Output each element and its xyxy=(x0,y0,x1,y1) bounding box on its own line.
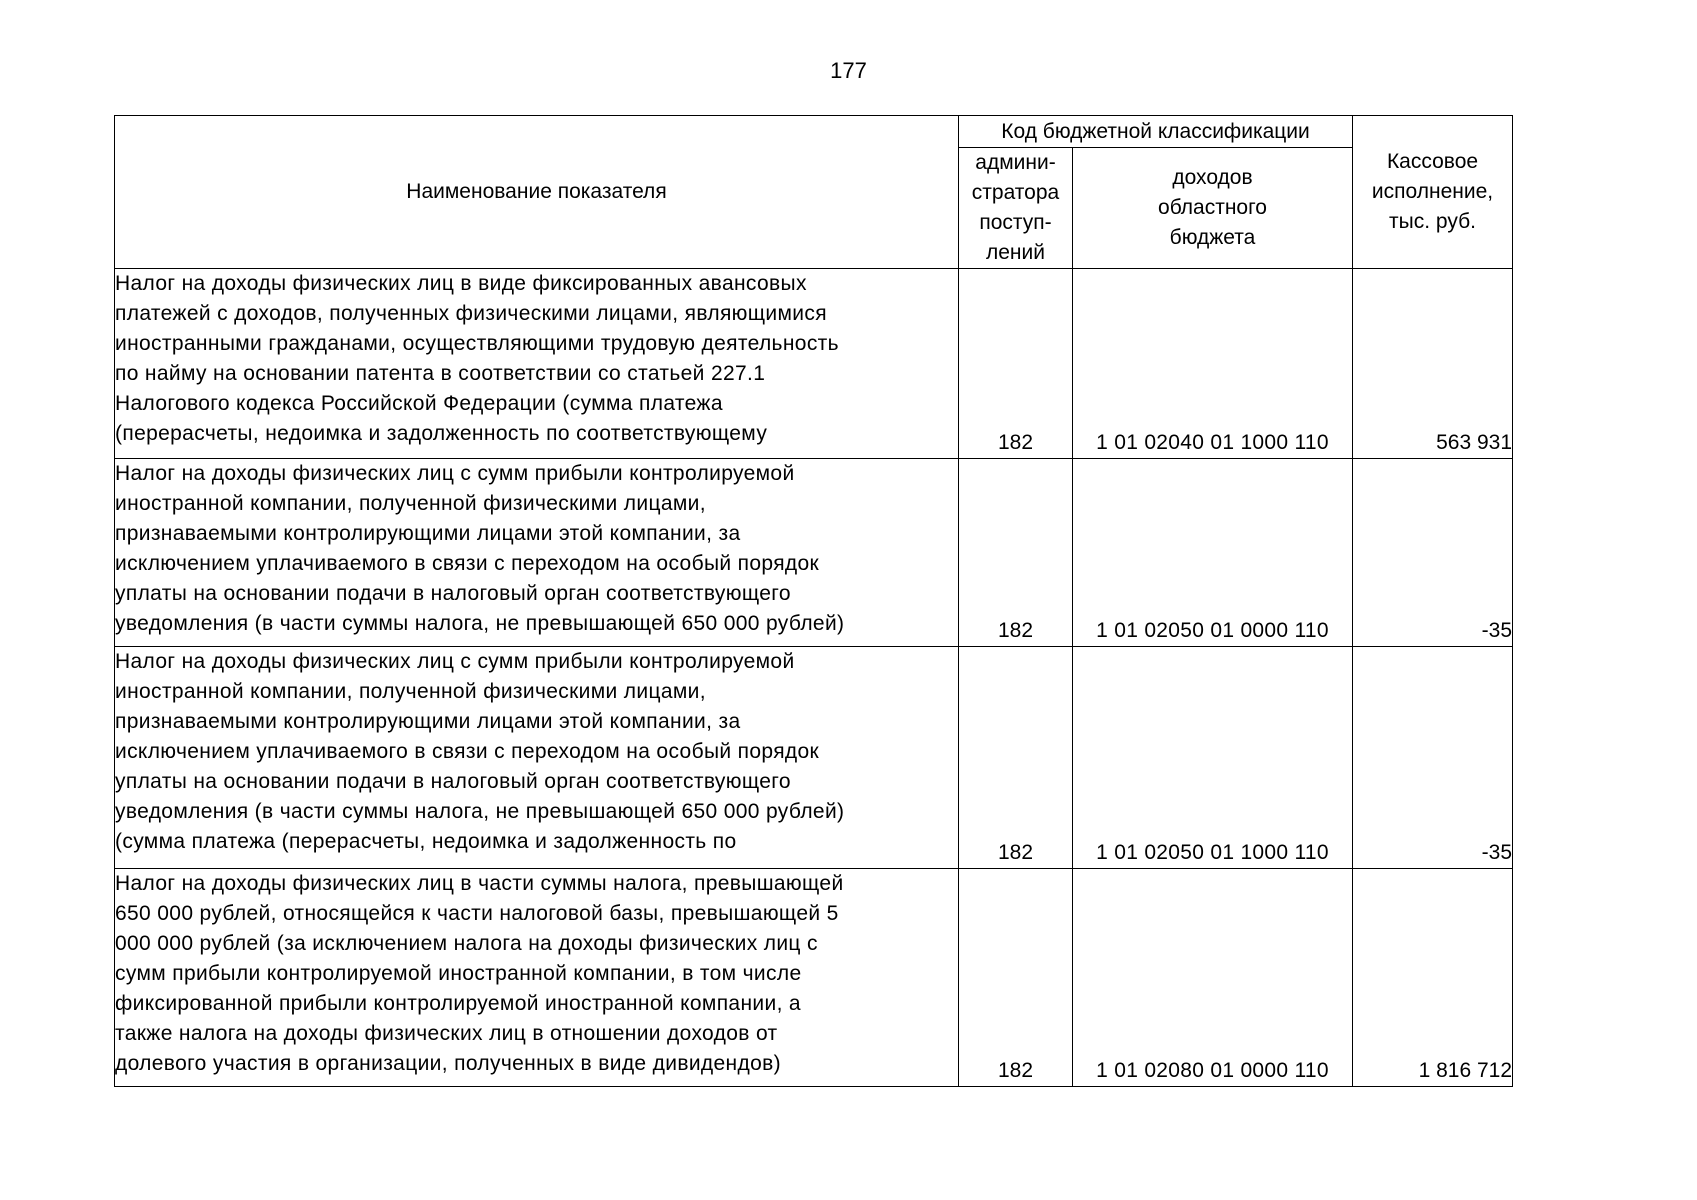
row-name-line: (перерасчеты, недоимка и задолженность по соответствующему xyxy=(115,422,768,445)
header-income-line: областного xyxy=(1158,196,1267,219)
header-kbk-group-label: Код бюджетной классификации xyxy=(1001,119,1310,143)
header-execution-line: Кассовое xyxy=(1386,150,1479,173)
row-admin-code: 182 xyxy=(959,459,1073,647)
table-header xyxy=(115,116,1513,269)
table-body xyxy=(115,269,1513,1087)
row-name-line: Налог на доходы физических лиц с сумм прибыли контролируемой xyxy=(115,462,795,485)
row-name xyxy=(115,869,959,1087)
row-name-line: исключением уплачиваемого в связи с переходом на особый порядок xyxy=(115,740,820,763)
row-name-line: признаваемыми контролирующими лицами этой компании, за xyxy=(115,522,741,545)
row-name-line: признаваемыми контролирующими лицами этой компании, за xyxy=(115,710,741,733)
row-kbk-code: 1 01 02050 01 1000 110 xyxy=(1073,647,1353,869)
header-income-line: бюджета xyxy=(1169,226,1256,249)
header-admin xyxy=(959,148,1073,269)
row-admin-code: 182 xyxy=(959,647,1073,869)
row-amount: -35 xyxy=(1353,459,1513,647)
row-name-line: также налога на доходы физических лиц в отношении доходов от xyxy=(115,1022,778,1045)
row-kbk-code: 1 01 02040 01 1000 110 xyxy=(1073,269,1353,459)
page-number: 177 xyxy=(830,58,867,83)
header-admin-line: поступ- xyxy=(979,211,1052,234)
header-execution xyxy=(1353,116,1513,269)
row-kbk-code: 1 01 02080 01 0000 110 xyxy=(1073,869,1353,1087)
row-name-line: уведомления (в части суммы налога, не превышающей 650 000 рублей) xyxy=(115,800,845,823)
row-name-line: 650 000 рублей, относящейся к части налоговой базы, превышающей 5 xyxy=(115,902,839,925)
row-name-line: платежей с доходов, полученных физическими лицами, являющимися xyxy=(115,302,827,325)
row-name-line: Налог на доходы физических лиц в части суммы налога, превышающей xyxy=(115,872,844,895)
row-name-line: иностранной компании, полученной физическими лицами, xyxy=(115,492,706,515)
header-income-line: доходов xyxy=(1172,166,1253,189)
header-admin-line: стратора xyxy=(971,181,1060,204)
row-name-line: долевого участия в организации, полученных в виде дивидендов) xyxy=(115,1052,781,1075)
row-admin-code: 182 xyxy=(959,269,1073,459)
row-name-line: исключением уплачиваемого в связи с переходом на особый порядок xyxy=(115,552,820,575)
header-execution-line: исполнение, xyxy=(1371,180,1494,203)
table-row xyxy=(115,459,1513,647)
row-name-line: уплаты на основании подачи в налоговый орган соответствующего xyxy=(115,582,791,605)
row-name-line: фиксированной прибыли контролируемой иностранной компании, а xyxy=(115,992,801,1015)
row-kbk-code: 1 01 02050 01 0000 110 xyxy=(1073,459,1353,647)
row-name xyxy=(115,459,959,647)
row-name-line: Налогового кодекса Российской Федерации (сумма платежа xyxy=(115,392,723,415)
row-name-line: 000 000 рублей (за исключением налога на доходы физических лиц с xyxy=(115,932,818,955)
header-admin-line: админи- xyxy=(975,151,1056,174)
row-name-line: Налог на доходы физических лиц в виде фиксированных авансовых xyxy=(115,272,807,295)
row-name-line: иностранными гражданами, осуществляющими трудовую деятельность xyxy=(115,332,839,355)
row-name xyxy=(115,647,959,869)
header-admin-line: лений xyxy=(986,241,1045,264)
row-admin-code: 182 xyxy=(959,869,1073,1087)
header-name-label: Наименование показателя xyxy=(406,180,667,203)
row-name-line: Налог на доходы физических лиц с сумм прибыли контролируемой xyxy=(115,650,795,673)
row-name-line: иностранной компании, полученной физическими лицами, xyxy=(115,680,706,703)
row-amount: 1 816 712 xyxy=(1353,869,1513,1087)
header-income xyxy=(1073,148,1353,269)
row-name xyxy=(115,269,959,459)
row-name-line: по найму на основании патента в соответствии со статьей 227.1 xyxy=(115,362,766,385)
header-execution-line: тыс. руб. xyxy=(1389,210,1476,233)
row-name-line: (сумма платежа (перерасчеты, недоимка и задолженность по xyxy=(115,830,737,853)
table-row xyxy=(115,647,1513,869)
table-row xyxy=(115,269,1513,459)
header-kbk-group xyxy=(959,116,1353,148)
budget-table xyxy=(114,115,1513,1087)
row-name-line: уплаты на основании подачи в налоговый орган соответствующего xyxy=(115,770,791,793)
row-name-line: сумм прибыли контролируемой иностранной компании, в том числе xyxy=(115,962,802,985)
table-row xyxy=(115,869,1513,1087)
header-name xyxy=(115,116,959,269)
row-amount: 563 931 xyxy=(1353,269,1513,459)
row-name-line: уведомления (в части суммы налога, не превышающей 650 000 рублей) xyxy=(115,612,845,635)
row-amount: -35 xyxy=(1353,647,1513,869)
